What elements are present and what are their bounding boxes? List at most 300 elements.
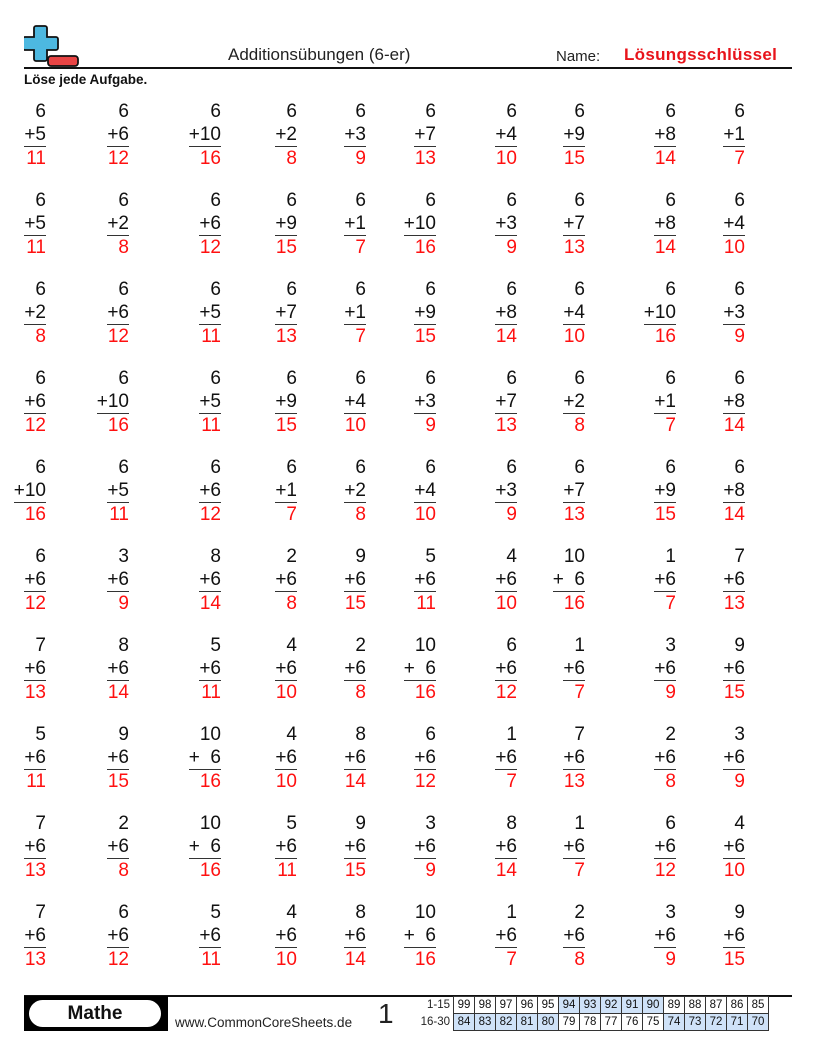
addend-bottom: +3 xyxy=(414,391,436,412)
answer: 10 xyxy=(495,593,517,614)
answer: 9 xyxy=(506,237,517,258)
addend-top: 6 xyxy=(355,457,366,478)
addend-bottom: +6 xyxy=(495,836,517,857)
answer: 14 xyxy=(495,326,517,347)
addend-top: 6 xyxy=(286,279,297,300)
answer: 16 xyxy=(414,682,436,703)
answer: 14 xyxy=(107,682,129,703)
answer: 11 xyxy=(201,949,221,970)
answer: 8 xyxy=(286,148,297,169)
answer: 15 xyxy=(275,415,297,436)
addend-bottom: +5 xyxy=(199,391,221,412)
addend-top: 7 xyxy=(574,724,585,745)
problem xyxy=(563,723,585,793)
addend-top: 10 xyxy=(199,813,221,834)
problem xyxy=(275,723,297,793)
problem xyxy=(344,634,366,704)
addend-top: 6 xyxy=(425,368,436,389)
score-cell: 83 xyxy=(475,1014,496,1031)
addend-bottom: +4 xyxy=(723,213,745,234)
problem xyxy=(723,189,745,259)
score-cell: 70 xyxy=(748,1014,769,1031)
problem xyxy=(24,634,46,704)
addend-top: 8 xyxy=(118,635,129,656)
score-cell: 93 xyxy=(580,997,601,1014)
addend-bottom: +6 xyxy=(495,569,517,590)
problem xyxy=(275,545,297,615)
answer: 16 xyxy=(654,326,676,347)
answer: 14 xyxy=(495,860,517,881)
answer: 7 xyxy=(574,860,585,881)
addend-top: 1 xyxy=(506,902,517,923)
worksheet-title: Additionsübungen (6-er) xyxy=(228,45,411,64)
addend-bottom: +7 xyxy=(414,124,436,145)
problem xyxy=(97,367,129,437)
answer: 10 xyxy=(723,860,745,881)
answer: 10 xyxy=(495,148,517,169)
addend-top: 6 xyxy=(118,368,129,389)
addend-bottom: +8 xyxy=(723,391,745,412)
name-value: Lösungsschlüssel xyxy=(624,45,778,64)
score-cell: 99 xyxy=(454,997,475,1014)
addend-bottom: +6 xyxy=(107,124,129,145)
problem xyxy=(563,634,585,704)
answer: 12 xyxy=(199,237,221,258)
addend-bottom: +6 xyxy=(107,836,129,857)
addend-bottom: +6 xyxy=(344,658,366,679)
score-range-label: 16-30 xyxy=(420,1016,450,1028)
problem xyxy=(199,545,221,615)
answer: 8 xyxy=(574,949,585,970)
answer: 13 xyxy=(563,771,585,792)
addend-top: 1 xyxy=(574,813,585,834)
score-cell: 91 xyxy=(622,997,643,1014)
problem xyxy=(189,723,221,793)
addend-top: 6 xyxy=(574,190,585,211)
problem xyxy=(107,189,129,259)
problem xyxy=(344,189,366,259)
addend-bottom: +2 xyxy=(24,302,46,323)
answer: 13 xyxy=(414,148,436,169)
answer: 15 xyxy=(563,148,585,169)
score-cell: 87 xyxy=(706,997,727,1014)
answer: 9 xyxy=(355,148,366,169)
name-label: Name: xyxy=(556,48,601,65)
addend-top: 3 xyxy=(118,546,129,567)
addend-top: 5 xyxy=(210,902,221,923)
addend-bottom: +4 xyxy=(495,124,517,145)
problem xyxy=(275,901,297,971)
addend-top: 8 xyxy=(355,902,366,923)
score-cell: 77 xyxy=(601,1014,622,1031)
addend-bottom: +6 xyxy=(199,213,221,234)
addend-bottom: + 6 xyxy=(188,747,221,768)
answer: 9 xyxy=(425,860,436,881)
answer: 9 xyxy=(425,415,436,436)
problem xyxy=(495,723,517,793)
problem xyxy=(344,812,366,882)
addend-bottom: +6 xyxy=(654,747,676,768)
addend-bottom: +6 xyxy=(414,569,436,590)
answer: 14 xyxy=(723,504,745,525)
problem xyxy=(563,367,585,437)
score-table xyxy=(414,996,769,1031)
addend-top: 8 xyxy=(506,813,517,834)
problem xyxy=(275,100,297,170)
answer: 8 xyxy=(665,771,676,792)
score-cell: 85 xyxy=(748,997,769,1014)
score-cell: 90 xyxy=(643,997,664,1014)
addend-bottom: +6 xyxy=(723,569,745,590)
answer: 7 xyxy=(574,682,585,703)
addend-top: 6 xyxy=(35,457,46,478)
answer: 12 xyxy=(107,326,129,347)
answer: 16 xyxy=(199,148,221,169)
answer: 13 xyxy=(563,237,585,258)
addend-bottom: +6 xyxy=(24,658,46,679)
problem xyxy=(495,278,517,348)
problem xyxy=(723,100,745,170)
addend-top: 6 xyxy=(210,279,221,300)
addend-bottom: +6 xyxy=(563,836,585,857)
addend-bottom: +6 xyxy=(654,925,676,946)
answer: 8 xyxy=(574,415,585,436)
addend-bottom: +9 xyxy=(275,213,297,234)
answer: 15 xyxy=(344,593,366,614)
answer: 13 xyxy=(563,504,585,525)
problem xyxy=(495,545,517,615)
score-cell: 72 xyxy=(706,1014,727,1031)
addend-bottom: +5 xyxy=(24,124,46,145)
addend-bottom: +6 xyxy=(24,569,46,590)
addend-bottom: +10 xyxy=(188,124,221,145)
answer: 12 xyxy=(24,593,46,614)
addend-bottom: +6 xyxy=(723,747,745,768)
addend-bottom: +6 xyxy=(723,925,745,946)
addend-top: 6 xyxy=(35,546,46,567)
addend-bottom: +6 xyxy=(199,480,221,501)
problem xyxy=(275,812,297,882)
answer: 12 xyxy=(414,771,436,792)
answer: 15 xyxy=(723,682,745,703)
score-cell: 94 xyxy=(559,997,580,1014)
addend-top: 6 xyxy=(286,101,297,122)
addend-bottom: +6 xyxy=(344,836,366,857)
addend-top: 6 xyxy=(355,190,366,211)
addend-bottom: +6 xyxy=(275,658,297,679)
answer: 14 xyxy=(344,771,366,792)
answer: 7 xyxy=(665,415,676,436)
addend-bottom: +10 xyxy=(13,480,46,501)
addend-top: 9 xyxy=(734,635,745,656)
answer: 7 xyxy=(734,148,745,169)
addend-top: 6 xyxy=(574,457,585,478)
addend-top: 5 xyxy=(425,546,436,567)
score-cell: 73 xyxy=(685,1014,706,1031)
instructions: Löse jede Aufgabe. xyxy=(24,72,148,87)
answer: 13 xyxy=(723,593,745,614)
addend-top: 6 xyxy=(425,101,436,122)
addend-top: 6 xyxy=(665,813,676,834)
addend-top: 6 xyxy=(734,279,745,300)
problem xyxy=(107,100,129,170)
addend-bottom: +6 xyxy=(24,747,46,768)
problem xyxy=(654,100,676,170)
addend-top: 6 xyxy=(425,457,436,478)
answer: 9 xyxy=(665,682,676,703)
addend-bottom: +9 xyxy=(654,480,676,501)
problem xyxy=(24,367,46,437)
answer: 7 xyxy=(355,326,366,347)
addend-bottom: +2 xyxy=(275,124,297,145)
addend-bottom: +7 xyxy=(563,213,585,234)
score-cell: 78 xyxy=(580,1014,601,1031)
addend-top: 2 xyxy=(118,813,129,834)
answer: 10 xyxy=(414,504,436,525)
addend-bottom: +6 xyxy=(723,836,745,857)
addend-top: 6 xyxy=(286,368,297,389)
problem-row xyxy=(0,278,816,367)
answer: 15 xyxy=(723,949,745,970)
addend-top: 6 xyxy=(210,101,221,122)
problem xyxy=(563,189,585,259)
addend-bottom: +1 xyxy=(723,124,745,145)
answer: 15 xyxy=(275,237,297,258)
answer: 13 xyxy=(24,682,46,703)
addend-top: 6 xyxy=(506,101,517,122)
addend-top: 10 xyxy=(199,724,221,745)
problem xyxy=(275,456,297,526)
site-url: www.CommonCoreSheets.de xyxy=(175,1015,353,1030)
addend-bottom: +7 xyxy=(275,302,297,323)
answer: 14 xyxy=(654,148,676,169)
addend-top: 6 xyxy=(286,457,297,478)
problem-row xyxy=(0,901,816,990)
problem xyxy=(495,367,517,437)
answer: 7 xyxy=(506,771,517,792)
problem xyxy=(199,367,221,437)
problem xyxy=(654,367,676,437)
problem xyxy=(107,723,129,793)
problem xyxy=(107,634,129,704)
addend-bottom: +3 xyxy=(344,124,366,145)
problem xyxy=(107,901,129,971)
addend-top: 9 xyxy=(734,902,745,923)
addend-bottom: +9 xyxy=(275,391,297,412)
answer: 7 xyxy=(506,949,517,970)
addend-bottom: +1 xyxy=(275,480,297,501)
answer: 9 xyxy=(734,326,745,347)
answer: 7 xyxy=(665,593,676,614)
problem xyxy=(344,367,366,437)
addend-top: 10 xyxy=(414,902,436,923)
addend-top: 6 xyxy=(425,279,436,300)
problem xyxy=(199,456,221,526)
answer: 15 xyxy=(414,326,436,347)
problem xyxy=(723,723,745,793)
problem xyxy=(107,545,129,615)
answer: 12 xyxy=(107,949,129,970)
addend-bottom: +6 xyxy=(563,925,585,946)
addend-bottom: +6 xyxy=(199,569,221,590)
answer: 9 xyxy=(734,771,745,792)
answer: 8 xyxy=(118,237,129,258)
problem xyxy=(495,456,517,526)
addend-top: 6 xyxy=(734,368,745,389)
addend-bottom: +6 xyxy=(495,747,517,768)
addend-bottom: +7 xyxy=(495,391,517,412)
answer: 12 xyxy=(107,148,129,169)
problem xyxy=(723,278,745,348)
score-cell: 96 xyxy=(517,997,538,1014)
addend-top: 6 xyxy=(355,279,366,300)
subject-label: Mathe xyxy=(29,1000,161,1027)
answer: 12 xyxy=(24,415,46,436)
answer: 10 xyxy=(275,771,297,792)
problem xyxy=(495,189,517,259)
problem xyxy=(199,278,221,348)
addend-top: 6 xyxy=(574,101,585,122)
addend-bottom: +3 xyxy=(495,480,517,501)
answer: 12 xyxy=(654,860,676,881)
addend-bottom: +8 xyxy=(495,302,517,323)
addend-bottom: +6 xyxy=(275,925,297,946)
problem xyxy=(199,634,221,704)
addend-top: 8 xyxy=(210,546,221,567)
addend-bottom: +6 xyxy=(344,569,366,590)
addend-bottom: +2 xyxy=(563,391,585,412)
answer: 8 xyxy=(286,593,297,614)
addend-top: 9 xyxy=(355,546,366,567)
addend-bottom: +6 xyxy=(24,836,46,857)
problem xyxy=(553,545,585,615)
answer: 8 xyxy=(118,860,129,881)
addend-bottom: +6 xyxy=(654,569,676,590)
problem xyxy=(654,723,676,793)
problem xyxy=(14,456,46,526)
score-row xyxy=(414,997,769,1014)
answer: 10 xyxy=(723,237,745,258)
addend-top: 6 xyxy=(355,368,366,389)
answer: 11 xyxy=(109,504,129,525)
addend-top: 3 xyxy=(665,635,676,656)
problem xyxy=(495,901,517,971)
problem xyxy=(344,901,366,971)
problem xyxy=(654,189,676,259)
problem-row xyxy=(0,634,816,723)
score-cell: 76 xyxy=(622,1014,643,1031)
addend-top: 6 xyxy=(35,368,46,389)
score-cell: 88 xyxy=(685,997,706,1014)
addend-top: 5 xyxy=(286,813,297,834)
problem xyxy=(189,100,221,170)
addend-bottom: +10 xyxy=(643,302,676,323)
addend-top: 6 xyxy=(210,368,221,389)
problem xyxy=(495,634,517,704)
problem xyxy=(414,367,436,437)
problem-row xyxy=(0,189,816,278)
addend-bottom: +6 xyxy=(414,836,436,857)
addend-top: 6 xyxy=(425,190,436,211)
problem xyxy=(24,723,46,793)
answer: 14 xyxy=(654,237,676,258)
problem xyxy=(275,367,297,437)
addend-bottom: +8 xyxy=(654,124,676,145)
addend-bottom: +5 xyxy=(199,302,221,323)
problem xyxy=(723,901,745,971)
problem xyxy=(414,278,436,348)
addend-bottom: +9 xyxy=(414,302,436,323)
addend-top: 6 xyxy=(506,279,517,300)
answer: 15 xyxy=(344,860,366,881)
page-number: 1 xyxy=(378,998,394,1029)
answer: 13 xyxy=(275,326,297,347)
addend-top: 6 xyxy=(665,190,676,211)
score-cell: 84 xyxy=(454,1014,475,1031)
addend-bottom: +6 xyxy=(654,836,676,857)
problem xyxy=(654,812,676,882)
problem xyxy=(654,901,676,971)
addend-top: 6 xyxy=(665,368,676,389)
addend-top: 6 xyxy=(734,190,745,211)
answer: 8 xyxy=(355,682,366,703)
addend-top: 6 xyxy=(35,190,46,211)
problem xyxy=(414,812,436,882)
addend-bottom: +6 xyxy=(275,747,297,768)
answer: 12 xyxy=(495,682,517,703)
header-divider xyxy=(24,67,792,69)
score-range-label: 1-15 xyxy=(426,999,450,1011)
addend-top: 6 xyxy=(118,457,129,478)
answer: 14 xyxy=(344,949,366,970)
plus-minus-logo-icon xyxy=(24,24,80,68)
addend-top: 6 xyxy=(35,279,46,300)
addend-bottom: +6 xyxy=(495,658,517,679)
addend-bottom: +4 xyxy=(414,480,436,501)
addend-top: 6 xyxy=(506,368,517,389)
addend-bottom: +6 xyxy=(654,658,676,679)
addend-top: 5 xyxy=(35,724,46,745)
addend-top: 7 xyxy=(35,813,46,834)
addend-top: 7 xyxy=(35,902,46,923)
score-cell: 75 xyxy=(643,1014,664,1031)
score-cell: 74 xyxy=(664,1014,685,1031)
addend-bottom: +6 xyxy=(199,658,221,679)
answer: 11 xyxy=(26,148,46,169)
addend-bottom: + 6 xyxy=(403,925,436,946)
answer: 12 xyxy=(199,504,221,525)
problem xyxy=(644,278,676,348)
addend-top: 6 xyxy=(574,279,585,300)
addend-bottom: +1 xyxy=(344,213,366,234)
addend-bottom: +8 xyxy=(654,213,676,234)
addend-top: 3 xyxy=(665,902,676,923)
addend-bottom: +6 xyxy=(107,747,129,768)
answer: 14 xyxy=(199,593,221,614)
addend-top: 4 xyxy=(286,635,297,656)
addend-bottom: +6 xyxy=(107,302,129,323)
addend-top: 6 xyxy=(118,190,129,211)
answer: 9 xyxy=(118,593,129,614)
answer: 16 xyxy=(24,504,46,525)
problem xyxy=(344,456,366,526)
score-cell: 86 xyxy=(727,997,748,1014)
addend-top: 6 xyxy=(210,190,221,211)
addend-bottom: +10 xyxy=(96,391,129,412)
addend-bottom: +6 xyxy=(414,747,436,768)
addend-top: 6 xyxy=(118,101,129,122)
answer: 8 xyxy=(355,504,366,525)
